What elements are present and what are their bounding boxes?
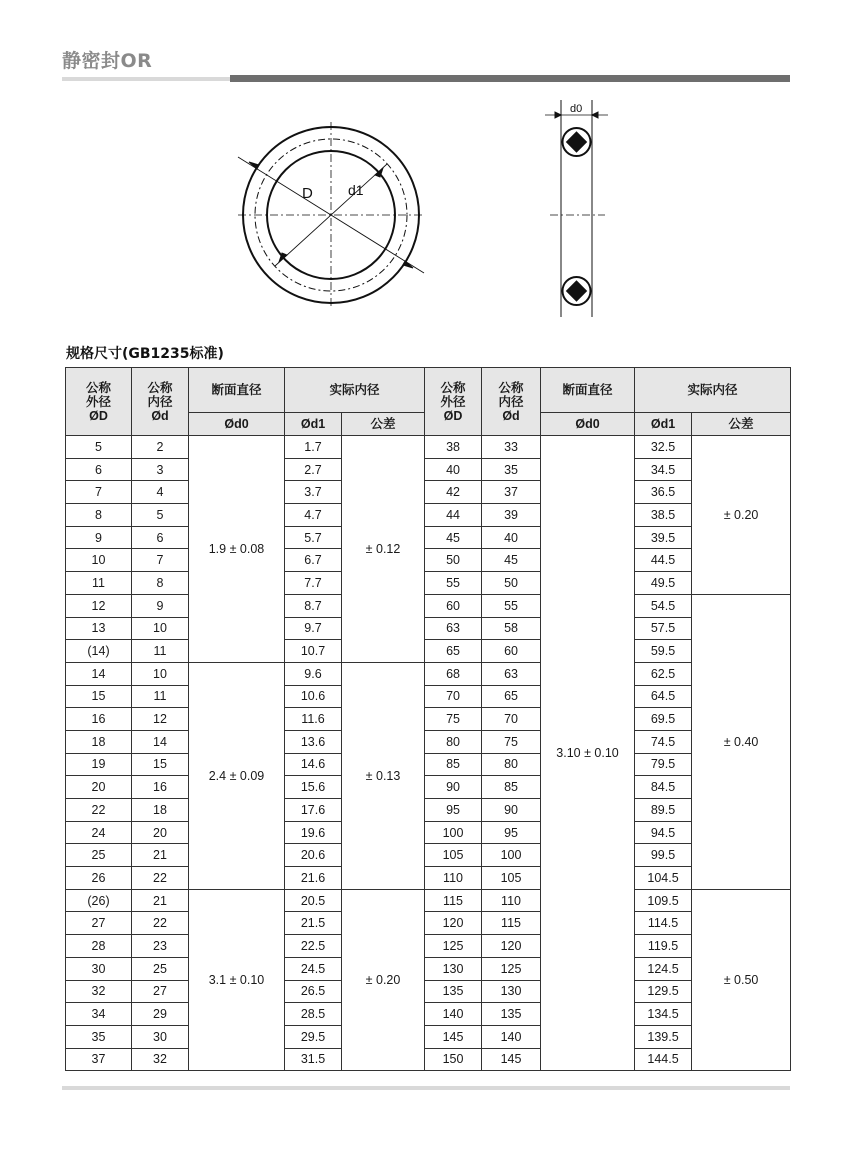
cell-outer-dia: 5	[66, 436, 132, 459]
table-row	[66, 957, 791, 980]
cell-inner-dia: 16	[132, 776, 189, 799]
cell-inner-dia: 25	[132, 957, 189, 980]
cell-tolerance: ± 0.12	[342, 436, 425, 663]
cell-outer-dia: 55	[425, 572, 482, 595]
table-row	[66, 481, 791, 504]
cell-outer-dia: 44	[425, 504, 482, 527]
header-inner-dia-left: 公称 内径 Ød	[132, 368, 189, 436]
cell-inner-dia: 110	[482, 889, 541, 912]
header-d1-left: Ød1	[285, 413, 342, 436]
cell-outer-dia: 9	[66, 526, 132, 549]
cell-inner-dia: 12	[132, 708, 189, 731]
cell-actual-d1: 26.5	[285, 980, 342, 1003]
table-row	[66, 980, 791, 1003]
cell-inner-dia: 40	[482, 526, 541, 549]
header-outer-dia-left: 公称 外径 ØD	[66, 368, 132, 436]
cell-actual-d1: 4.7	[285, 504, 342, 527]
cell-actual-d1: 9.7	[285, 617, 342, 640]
cell-outer-dia: 15	[66, 685, 132, 708]
spec-table	[65, 367, 791, 1071]
cell-actual-d1: 54.5	[635, 594, 692, 617]
table-row	[66, 1025, 791, 1048]
cell-inner-dia: 45	[482, 549, 541, 572]
cell-inner-dia: 22	[132, 912, 189, 935]
cell-outer-dia: 68	[425, 662, 482, 685]
cell-outer-dia: 140	[425, 1003, 482, 1026]
cell-actual-d1: 124.5	[635, 957, 692, 980]
cell-inner-dia: 85	[482, 776, 541, 799]
cell-actual-d1: 13.6	[285, 730, 342, 753]
cell-actual-d1: 39.5	[635, 526, 692, 549]
cell-tolerance: ± 0.20	[342, 889, 425, 1071]
cell-outer-dia: 135	[425, 980, 482, 1003]
cell-inner-dia: 105	[482, 867, 541, 890]
cell-actual-d1: 10.7	[285, 640, 342, 663]
table-row	[66, 662, 791, 685]
cell-inner-dia: 4	[132, 481, 189, 504]
cell-actual-d1: 74.5	[635, 730, 692, 753]
cell-outer-dia: 37	[66, 1048, 132, 1071]
cell-outer-dia: 105	[425, 844, 482, 867]
table-row	[66, 458, 791, 481]
cell-outer-dia: 115	[425, 889, 482, 912]
table-row	[66, 821, 791, 844]
cell-inner-dia: 11	[132, 640, 189, 663]
cell-actual-d1: 129.5	[635, 980, 692, 1003]
cell-inner-dia: 65	[482, 685, 541, 708]
header-section-dia-left: 断面直径	[189, 368, 285, 413]
cell-outer-dia: 120	[425, 912, 482, 935]
cell-inner-dia: 50	[482, 572, 541, 595]
cell-actual-d1: 15.6	[285, 776, 342, 799]
o-ring-front-view	[238, 122, 424, 308]
table-row	[66, 436, 791, 459]
cell-outer-dia: 14	[66, 662, 132, 685]
cell-tolerance: ± 0.20	[692, 436, 791, 595]
cell-inner-dia: 33	[482, 436, 541, 459]
cell-inner-dia: 125	[482, 957, 541, 980]
cell-actual-d1: 94.5	[635, 821, 692, 844]
cell-inner-dia: 14	[132, 730, 189, 753]
cell-actual-d1: 17.6	[285, 799, 342, 822]
cell-inner-dia: 18	[132, 799, 189, 822]
cell-actual-d1: 144.5	[635, 1048, 692, 1071]
table-row	[66, 730, 791, 753]
cell-outer-dia: 7	[66, 481, 132, 504]
header-section-dia-right: 断面直径	[541, 368, 635, 413]
cell-actual-d1: 10.6	[285, 685, 342, 708]
cell-actual-d1: 3.7	[285, 481, 342, 504]
cell-actual-d1: 29.5	[285, 1025, 342, 1048]
cell-inner-dia: 21	[132, 844, 189, 867]
cell-tolerance: ± 0.13	[342, 662, 425, 889]
cell-outer-dia: 100	[425, 821, 482, 844]
cell-outer-dia: 150	[425, 1048, 482, 1071]
cell-tolerance: ± 0.50	[692, 889, 791, 1071]
cell-outer-dia: 42	[425, 481, 482, 504]
cell-actual-d1: 79.5	[635, 753, 692, 776]
cell-actual-d1: 49.5	[635, 572, 692, 595]
cell-outer-dia: 11	[66, 572, 132, 595]
cell-inner-dia: 55	[482, 594, 541, 617]
cell-outer-dia: 13	[66, 617, 132, 640]
cell-outer-dia: 38	[425, 436, 482, 459]
cell-actual-d1: 28.5	[285, 1003, 342, 1026]
cell-outer-dia: 16	[66, 708, 132, 731]
cell-inner-dia: 9	[132, 594, 189, 617]
table-row	[66, 1048, 791, 1071]
cell-outer-dia: 20	[66, 776, 132, 799]
cell-inner-dia: 22	[132, 867, 189, 890]
cell-outer-dia: 50	[425, 549, 482, 572]
cell-inner-dia: 100	[482, 844, 541, 867]
table-row	[66, 504, 791, 527]
cell-actual-d1: 104.5	[635, 867, 692, 890]
cell-outer-dia: 35	[66, 1025, 132, 1048]
cell-outer-dia: 75	[425, 708, 482, 731]
label-d0: d0	[570, 103, 583, 115]
cell-outer-dia: 80	[425, 730, 482, 753]
cell-inner-dia: 23	[132, 935, 189, 958]
header-d0-right: Ød0	[541, 413, 635, 436]
cell-outer-dia: 95	[425, 799, 482, 822]
cell-outer-dia: 22	[66, 799, 132, 822]
cell-actual-d1: 21.5	[285, 912, 342, 935]
table-row	[66, 685, 791, 708]
cell-actual-d1: 1.7	[285, 436, 342, 459]
cell-actual-d1: 62.5	[635, 662, 692, 685]
spec-table-title: 规格尺寸(GB1235标准)	[66, 346, 224, 362]
cell-inner-dia: 37	[482, 481, 541, 504]
cell-actual-d1: 69.5	[635, 708, 692, 731]
table-row	[66, 1003, 791, 1026]
o-ring-section-view	[545, 100, 608, 317]
cell-outer-dia: 70	[425, 685, 482, 708]
o-ring-diagram	[60, 95, 790, 335]
header-actual-inner-right: 实际内径	[635, 368, 791, 413]
table-row	[66, 753, 791, 776]
table-row	[66, 844, 791, 867]
header-rule-light	[62, 77, 230, 81]
cell-actual-d1: 20.6	[285, 844, 342, 867]
cell-outer-dia: 10	[66, 549, 132, 572]
cell-inner-dia: 5	[132, 504, 189, 527]
cell-outer-dia: (26)	[66, 889, 132, 912]
cell-inner-dia: 39	[482, 504, 541, 527]
cell-actual-d1: 2.7	[285, 458, 342, 481]
cell-actual-d1: 99.5	[635, 844, 692, 867]
cell-actual-d1: 31.5	[285, 1048, 342, 1071]
cell-actual-d1: 134.5	[635, 1003, 692, 1026]
cell-outer-dia: 60	[425, 594, 482, 617]
cell-section-dia: 3.10 ± 0.10	[541, 436, 635, 1071]
table-row	[66, 889, 791, 912]
cell-inner-dia: 70	[482, 708, 541, 731]
cell-inner-dia: 58	[482, 617, 541, 640]
cell-outer-dia: 34	[66, 1003, 132, 1026]
header-d0-left: Ød0	[189, 413, 285, 436]
cell-outer-dia: 45	[425, 526, 482, 549]
cell-inner-dia: 20	[132, 821, 189, 844]
header-tolerance-right: 公差	[692, 413, 791, 436]
cell-outer-dia: 145	[425, 1025, 482, 1048]
cell-inner-dia: 35	[482, 458, 541, 481]
cell-actual-d1: 22.5	[285, 935, 342, 958]
cell-actual-d1: 84.5	[635, 776, 692, 799]
cell-actual-d1: 44.5	[635, 549, 692, 572]
header-d1-right: Ød1	[635, 413, 692, 436]
cell-actual-d1: 59.5	[635, 640, 692, 663]
table-row	[66, 708, 791, 731]
cell-actual-d1: 9.6	[285, 662, 342, 685]
cell-section-dia: 2.4 ± 0.09	[189, 662, 285, 889]
table-row	[66, 912, 791, 935]
cell-inner-dia: 3	[132, 458, 189, 481]
cell-inner-dia: 80	[482, 753, 541, 776]
cell-inner-dia: 95	[482, 821, 541, 844]
header-actual-inner-left: 实际内径	[285, 368, 425, 413]
cell-outer-dia: 90	[425, 776, 482, 799]
cell-actual-d1: 5.7	[285, 526, 342, 549]
cell-actual-d1: 21.6	[285, 867, 342, 890]
cell-inner-dia: 27	[132, 980, 189, 1003]
cell-outer-dia: 27	[66, 912, 132, 935]
header-rule-dark	[230, 75, 790, 82]
cell-inner-dia: 135	[482, 1003, 541, 1026]
cell-actual-d1: 57.5	[635, 617, 692, 640]
cell-actual-d1: 119.5	[635, 935, 692, 958]
cell-inner-dia: 30	[132, 1025, 189, 1048]
header-inner-dia-right: 公称 内径 Ød	[482, 368, 541, 436]
cell-inner-dia: 21	[132, 889, 189, 912]
table-row	[66, 867, 791, 890]
cell-inner-dia: 145	[482, 1048, 541, 1071]
cell-actual-d1: 36.5	[635, 481, 692, 504]
cell-inner-dia: 11	[132, 685, 189, 708]
cell-outer-dia: 19	[66, 753, 132, 776]
table-row	[66, 526, 791, 549]
cell-outer-dia: 12	[66, 594, 132, 617]
cell-outer-dia: 6	[66, 458, 132, 481]
footer-rule	[62, 1086, 790, 1090]
cell-outer-dia: 125	[425, 935, 482, 958]
page-title: 静密封OR	[62, 50, 153, 72]
cell-inner-dia: 115	[482, 912, 541, 935]
cell-outer-dia: 18	[66, 730, 132, 753]
cell-inner-dia: 32	[132, 1048, 189, 1071]
cell-outer-dia: (14)	[66, 640, 132, 663]
cell-inner-dia: 10	[132, 617, 189, 640]
header-outer-dia-right: 公称 外径 ØD	[425, 368, 482, 436]
cell-section-dia: 3.1 ± 0.10	[189, 889, 285, 1071]
cell-inner-dia: 15	[132, 753, 189, 776]
cell-outer-dia: 85	[425, 753, 482, 776]
label-D: D	[302, 185, 313, 202]
cell-inner-dia: 140	[482, 1025, 541, 1048]
cell-actual-d1: 6.7	[285, 549, 342, 572]
cell-actual-d1: 89.5	[635, 799, 692, 822]
cell-outer-dia: 130	[425, 957, 482, 980]
cell-inner-dia: 75	[482, 730, 541, 753]
cell-outer-dia: 25	[66, 844, 132, 867]
cell-inner-dia: 6	[132, 526, 189, 549]
cell-tolerance: ± 0.40	[692, 594, 791, 889]
cell-inner-dia: 90	[482, 799, 541, 822]
cell-actual-d1: 24.5	[285, 957, 342, 980]
table-row	[66, 594, 791, 617]
cell-actual-d1: 38.5	[635, 504, 692, 527]
cell-actual-d1: 20.5	[285, 889, 342, 912]
cell-actual-d1: 109.5	[635, 889, 692, 912]
cell-outer-dia: 63	[425, 617, 482, 640]
cell-inner-dia: 130	[482, 980, 541, 1003]
spec-table-body	[66, 436, 791, 1071]
cell-actual-d1: 139.5	[635, 1025, 692, 1048]
cell-actual-d1: 19.6	[285, 821, 342, 844]
cell-inner-dia: 63	[482, 662, 541, 685]
cell-outer-dia: 24	[66, 821, 132, 844]
label-d1: d1	[348, 182, 364, 198]
table-row	[66, 617, 791, 640]
cell-inner-dia: 2	[132, 436, 189, 459]
cell-actual-d1: 11.6	[285, 708, 342, 731]
cell-actual-d1: 34.5	[635, 458, 692, 481]
cell-inner-dia: 60	[482, 640, 541, 663]
cell-inner-dia: 120	[482, 935, 541, 958]
cell-actual-d1: 7.7	[285, 572, 342, 595]
cell-outer-dia: 30	[66, 957, 132, 980]
cell-inner-dia: 29	[132, 1003, 189, 1026]
table-row	[66, 549, 791, 572]
cell-outer-dia: 40	[425, 458, 482, 481]
cell-section-dia: 1.9 ± 0.08	[189, 436, 285, 663]
cell-actual-d1: 114.5	[635, 912, 692, 935]
table-row	[66, 935, 791, 958]
cell-actual-d1: 32.5	[635, 436, 692, 459]
cell-actual-d1: 14.6	[285, 753, 342, 776]
cell-inner-dia: 10	[132, 662, 189, 685]
header-tolerance-left: 公差	[342, 413, 425, 436]
cell-outer-dia: 110	[425, 867, 482, 890]
table-row	[66, 799, 791, 822]
cell-outer-dia: 32	[66, 980, 132, 1003]
cell-outer-dia: 65	[425, 640, 482, 663]
cell-actual-d1: 64.5	[635, 685, 692, 708]
table-row	[66, 640, 791, 663]
cell-outer-dia: 8	[66, 504, 132, 527]
cell-outer-dia: 26	[66, 867, 132, 890]
table-row	[66, 572, 791, 595]
table-row	[66, 776, 791, 799]
cell-outer-dia: 28	[66, 935, 132, 958]
cell-actual-d1: 8.7	[285, 594, 342, 617]
cell-inner-dia: 7	[132, 549, 189, 572]
cell-inner-dia: 8	[132, 572, 189, 595]
